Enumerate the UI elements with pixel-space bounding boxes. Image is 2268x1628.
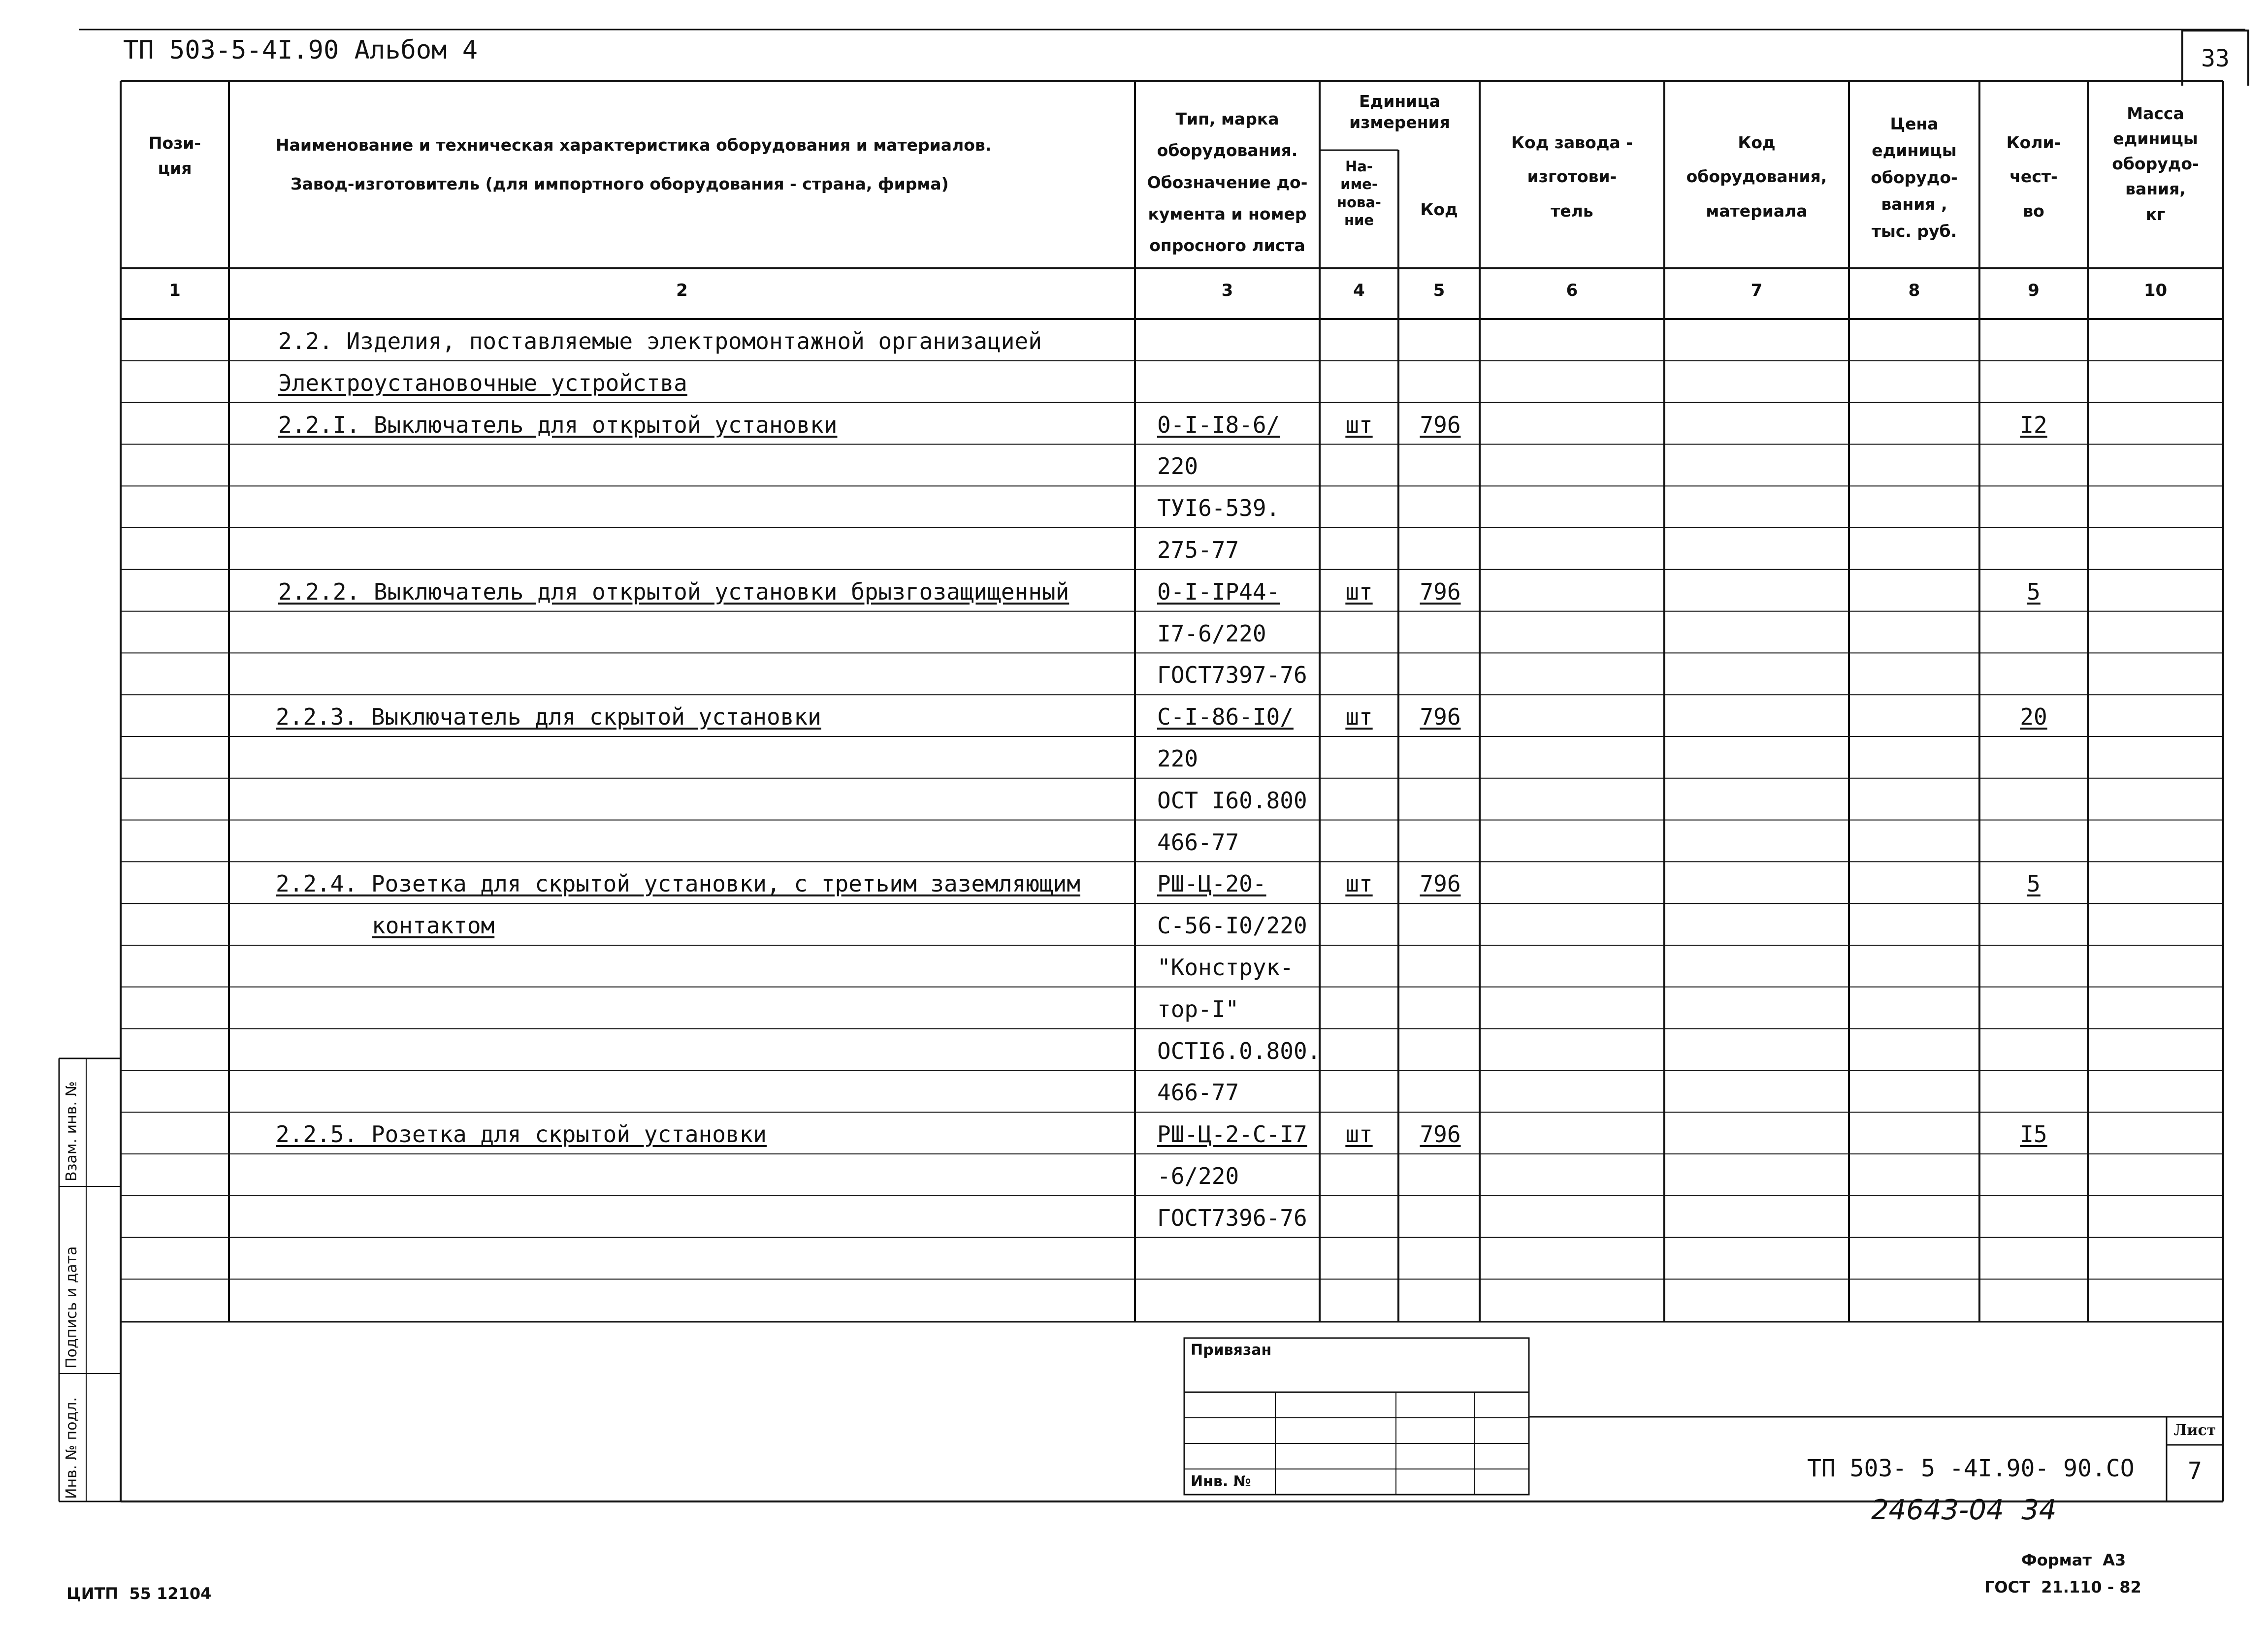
column-number: 7 — [1750, 281, 1763, 300]
handwritten-number: 24643-04 34 — [1871, 1494, 2057, 1526]
row-name: Электроустановочные устройства — [278, 369, 687, 396]
header-col-unit: Единица измерения — [1349, 92, 1450, 132]
column-number: 8 — [1908, 281, 1920, 300]
row-type-mark: 0-I-IP44- — [1157, 578, 1280, 605]
header-col-unit-code: Код — [1420, 200, 1458, 219]
header-col-unit-name: На- имe- нова- ние — [1337, 158, 1381, 228]
footer-format: Формат А3 — [2021, 1551, 2126, 1569]
row-unit: шт — [1345, 1121, 1373, 1148]
row-type-mark: 0-I-I8-6/ — [1157, 411, 1280, 438]
header-col-mass: Масса единицы оборудо- вания, кг — [2112, 104, 2199, 224]
row-type-mark: ТУI6-539. — [1157, 495, 1280, 522]
header-col-quantity: Коли- чест- во — [2006, 133, 2061, 221]
sheet-number: 7 — [2188, 1457, 2202, 1485]
sheet-label: Лист — [2173, 1422, 2216, 1439]
column-number: 2 — [676, 281, 688, 300]
row-type-mark: ГОСТ7397-76 — [1157, 662, 1307, 689]
row-type-mark: тор-I" — [1157, 995, 1239, 1022]
column-number: 9 — [2028, 281, 2040, 300]
stamp-original-inv: Инв. № подл. — [63, 1397, 80, 1499]
row-name: 2.2.3. Выключатель для скрытой установки — [276, 703, 821, 731]
column-number: 5 — [1433, 281, 1445, 300]
row-unit: шт — [1345, 578, 1373, 605]
stamp-bound-inv: Инв. № — [1191, 1473, 1251, 1490]
row-quantity: I2 — [2020, 411, 2047, 438]
stamp-replaces-inv: Взам. инв. № — [63, 1081, 80, 1181]
row-unit-code: 796 — [1420, 703, 1461, 731]
column-number: 4 — [1353, 281, 1365, 300]
header-col-name: Наименование и техническая характеристика оборудования и материалов. Завод-изготовитель (для импортного оборудования - страна, фирма) — [276, 135, 992, 194]
footer-print-code: ЦИТП 55 12104 — [66, 1584, 212, 1603]
column-number: 1 — [169, 281, 181, 300]
row-name: 2.2.I. Выключатель для открытой установки — [278, 411, 838, 438]
row-type-mark: ОСТI6.0.800. — [1157, 1037, 1321, 1064]
row-unit-code: 796 — [1420, 411, 1461, 438]
row-unit: шт — [1345, 411, 1373, 438]
header-col-price: Цена единицы оборудо- вания , тыс. руб. — [1871, 114, 1958, 241]
row-type-mark: "Конструк- — [1157, 954, 1294, 981]
row-type-mark: ГОСТ7396-76 — [1157, 1204, 1307, 1231]
row-type-mark: 220 — [1157, 453, 1199, 480]
header-col-equipment-code: Код оборудования, материала — [1686, 133, 1827, 221]
row-type-mark: ОСТ I60.800 — [1157, 787, 1307, 814]
document-title: ТП 503-5-4I.90 Альбом 4 — [123, 35, 478, 65]
footer-gost: ГОСТ 21.110 - 82 — [1984, 1578, 2141, 1596]
row-name: контактом — [372, 912, 495, 939]
header-col-type: Тип, марка оборудования. Обозначение до- кумента и номер опросного листа — [1147, 109, 1308, 255]
header-col-position: Пози- ция — [148, 133, 201, 178]
row-type-mark: 466-77 — [1157, 829, 1239, 856]
row-name: 2.2.4. Розетка для скрытой установки, с третьим заземляющим — [276, 870, 1080, 897]
row-name: 2.2.2. Выключатель для открытой установки брызгозащищенный — [278, 578, 1069, 605]
row-unit-code: 796 — [1420, 870, 1461, 897]
row-type-mark: С-I-86-I0/ — [1157, 703, 1294, 731]
row-type-mark: 275-77 — [1157, 537, 1239, 563]
row-quantity: 5 — [2027, 578, 2041, 605]
row-unit: шт — [1345, 870, 1373, 897]
page-number: 33 — [2181, 30, 2249, 86]
row-name: 2.2. Изделия, поставляемые электромонтажной организацией — [278, 328, 1042, 354]
row-quantity: I5 — [2020, 1121, 2047, 1148]
row-type-mark: 220 — [1157, 745, 1199, 772]
row-type-mark: 466-77 — [1157, 1079, 1239, 1106]
column-number: 3 — [1221, 281, 1233, 300]
row-type-mark: РШ-Ц-2-С-I7 — [1157, 1121, 1307, 1148]
row-quantity: 20 — [2020, 703, 2047, 731]
row-quantity: 5 — [2027, 870, 2041, 897]
document-code: ТП 503- 5 -4I.90- 90.СО — [1807, 1455, 2135, 1482]
header-col-plant-code: Код завода - изготови- тель — [1511, 133, 1633, 221]
row-type-mark: -6/220 — [1157, 1163, 1239, 1189]
stamp-bound-label: Привязан — [1191, 1341, 1272, 1359]
row-type-mark: РШ-Ц-20- — [1157, 870, 1266, 897]
column-number: 10 — [2143, 281, 2168, 300]
row-unit-code: 796 — [1420, 1121, 1461, 1148]
row-type-mark: I7-6/220 — [1157, 620, 1266, 647]
stamp-signature-date: Подпись и дата — [63, 1246, 80, 1369]
row-type-mark: С-56-I0/220 — [1157, 912, 1307, 939]
row-name: 2.2.5. Розетка для скрытой установки — [276, 1121, 767, 1148]
row-unit: шт — [1345, 703, 1373, 731]
column-number: 6 — [1566, 281, 1578, 300]
row-unit-code: 796 — [1420, 578, 1461, 605]
